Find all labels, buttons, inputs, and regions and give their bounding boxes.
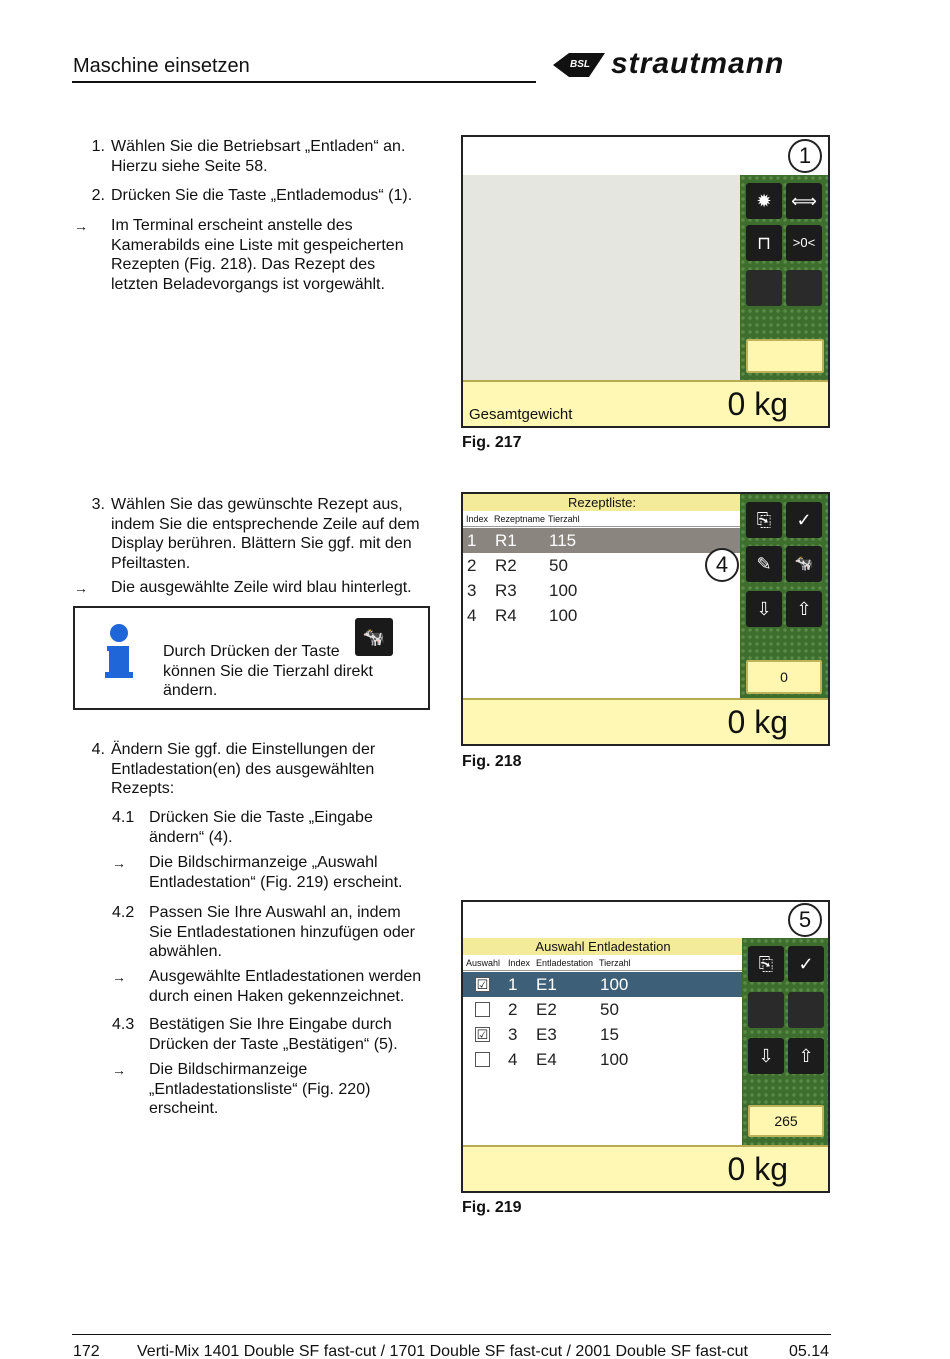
station-row[interactable] [463, 972, 743, 997]
col-animal-count: Tierzahl [599, 958, 631, 968]
confirm-check-icon[interactable]: ✓ [786, 502, 822, 538]
step-line: Passen Sie Ihre Auswahl an, indem [149, 904, 401, 921]
animal-count-field[interactable]: 0 [746, 660, 822, 694]
result-arrow-icon: → [112, 969, 126, 985]
top-bar [463, 902, 828, 938]
row-index: 2 [508, 1000, 518, 1019]
col-select: Auswahl [466, 958, 501, 968]
row-name: R3 [495, 581, 517, 600]
top-bar [463, 137, 828, 175]
total-weight-bar [463, 698, 828, 744]
recipe-row[interactable] [463, 603, 741, 628]
terminal-screen-fig217 [461, 135, 830, 428]
logo-wordmark: strautmann [611, 47, 785, 80]
empty-key[interactable] [788, 992, 824, 1028]
settings-gear-icon[interactable]: ✹ [746, 183, 782, 219]
recipe-list-title: Rezeptliste: [463, 494, 741, 511]
yellow-field[interactable] [746, 339, 824, 373]
logo-badge-text: BSL [570, 59, 590, 70]
row-count: 100 [549, 581, 578, 600]
row-count: 15 [600, 1025, 619, 1044]
step-2-line: Drücken Sie die Taste „Entlademodus“ (1). [111, 187, 413, 204]
row-name: R4 [495, 606, 517, 625]
result-line: letzten Beladevorgangs ist vorgewählt. [111, 275, 385, 293]
row-index: 2 [467, 556, 477, 575]
total-weight-value: 0 kg [727, 386, 788, 422]
result-line: erscheint. [149, 1100, 219, 1117]
station-checkbox[interactable]: ☑ [476, 1027, 489, 1042]
arrow-down-icon[interactable]: ⇩ [748, 1038, 784, 1074]
station-checkbox[interactable]: ☑ [476, 977, 489, 992]
info-box [73, 606, 430, 710]
step-line: Bestätigen Sie Ihre Eingabe durch [149, 1016, 392, 1033]
step-3-line: Wählen Sie das gewünschte Rezept aus, [111, 496, 403, 513]
row-name: R2 [495, 556, 517, 575]
terminal-screen-fig219 [461, 900, 830, 1193]
info-icon [103, 624, 135, 684]
unload-mode-button[interactable]: ⟺ [786, 183, 822, 219]
col-station: Entladestation [536, 958, 594, 968]
total-weight-value: 0 kg [727, 704, 788, 740]
figure-caption: Fig. 219 [462, 1199, 522, 1216]
info-line: können Sie die Tierzahl direkt [163, 662, 373, 680]
row-count: 115 [549, 531, 577, 550]
step-4-line: Rezepts: [111, 780, 175, 797]
result-line: durch einen Haken gekennzeichnet. [149, 987, 405, 1005]
edit-pencil-icon[interactable]: ✎ [746, 546, 782, 582]
step-number: 4.2 [112, 904, 135, 921]
row-count: 100 [549, 606, 578, 625]
step-line: Drücken der Taste „Bestätigen“ (5). [149, 1035, 398, 1053]
confirm-check-icon[interactable]: ✓ [788, 946, 824, 982]
step-1-line: Hierzu siehe Seite 58. [111, 157, 268, 175]
result-line: Kamerabilds eine Liste mit gespeicherten [111, 236, 404, 254]
step-line: Drücken Sie die Taste „Eingabe [149, 809, 373, 826]
result-line: Die Bildschirmanzeige „Auswahl [149, 854, 378, 871]
row-index: 4 [508, 1050, 518, 1069]
empty-key[interactable] [748, 992, 784, 1028]
total-weight-bar [463, 1145, 828, 1191]
step-number: 3. [91, 496, 105, 513]
step-number: 1. [91, 138, 105, 155]
row-count: 50 [600, 1000, 619, 1019]
result-arrow-icon: → [112, 855, 126, 871]
footer-divider [72, 1334, 831, 1335]
result-line: Die Bildschirmanzeige [149, 1061, 308, 1078]
info-line: ändern. [163, 682, 218, 699]
station-list-header [463, 955, 743, 971]
row-index: 1 [508, 975, 518, 994]
page-header-title: Maschine einsetzen [73, 55, 250, 77]
row-index: 4 [467, 606, 477, 625]
info-line: Durch Drücken der Taste [163, 643, 340, 660]
total-weight-value: 0 kg [727, 1151, 788, 1187]
step-line: Sie Entladestationen hinzufügen oder [149, 923, 415, 941]
station-row[interactable] [463, 997, 743, 1022]
callout-5: 5 [788, 903, 822, 937]
step-number: 4.1 [112, 809, 135, 826]
edition-date: 05.14 [789, 1343, 830, 1359]
result-line: Rezepten (Fig. 218). Das Rezept des [111, 256, 376, 273]
result-arrow-icon: → [74, 580, 88, 596]
step-4-line: Entladestation(en) des ausgewählten [111, 760, 375, 778]
row-index: 3 [508, 1025, 518, 1044]
col-animal-count: Tierzahl [548, 514, 580, 524]
col-index: Index [466, 514, 489, 524]
row-station: E2 [536, 1000, 557, 1019]
figure-caption: Fig. 218 [462, 753, 522, 770]
result-line: Ausgewählte Entladestationen werden [149, 968, 422, 985]
row-station: E1 [536, 975, 557, 994]
callout-1: 1 [788, 139, 822, 173]
strautmann-logo [553, 47, 815, 82]
row-station: E4 [536, 1050, 557, 1069]
row-count: 100 [600, 1050, 629, 1069]
total-weight-bar [463, 380, 828, 426]
arrow-up-icon[interactable]: ⇧ [788, 1038, 824, 1074]
tare-icon[interactable]: ⊓ [746, 225, 782, 261]
recipe-row[interactable] [463, 578, 741, 603]
step-1-line: Wählen Sie die Betriebsart „Entladen“ an. [111, 138, 406, 155]
animal-count-field[interactable]: 265 [748, 1105, 824, 1137]
recipe-row[interactable] [463, 528, 741, 553]
step-number: 4. [91, 741, 105, 758]
arrow-down-icon[interactable]: ⇩ [746, 591, 782, 627]
step-3-line: indem Sie die entsprechende Zeile auf dem [111, 515, 420, 533]
result-line: Im Terminal erscheint anstelle des [111, 217, 353, 234]
step-number: 2. [91, 187, 105, 204]
terminal-screen-fig218 [461, 492, 830, 746]
total-weight-label: Gesamtgewicht [469, 406, 573, 423]
station-checkbox[interactable] [475, 1002, 490, 1017]
result-line: „Entladestationsliste“ (Fig. 220) [149, 1080, 371, 1098]
step-3-line: Pfeiltasten. [111, 554, 191, 572]
station-checkbox[interactable] [475, 1052, 490, 1067]
recipe-row[interactable] [463, 553, 741, 578]
cow-key-icon: 🐄 [355, 618, 393, 656]
product-name: Verti-Mix 1401 Double SF fast-cut / 1701 Double SF fast-cut / 2001 Double SF fast-cut [137, 1343, 748, 1359]
step-line: abwählen. [149, 943, 222, 960]
recipe-list-header [463, 511, 741, 527]
step-line: ändern“ (4). [149, 828, 233, 846]
col-index: Index [508, 958, 531, 968]
header-divider [72, 81, 536, 83]
row-name: R1 [495, 531, 517, 550]
station-select-title: Auswahl Entladestation [463, 938, 743, 955]
arrow-up-icon[interactable]: ⇧ [786, 591, 822, 627]
result-arrow-icon: → [112, 1062, 126, 1078]
step-3-line: Display berühren. Blättern Sie ggf. mit den [111, 535, 412, 552]
exit-icon[interactable]: ⎘ [746, 502, 782, 538]
figure-caption: Fig. 217 [462, 434, 522, 451]
step-number: 4.3 [112, 1016, 135, 1033]
empty-key[interactable] [786, 270, 822, 306]
empty-key[interactable] [746, 270, 782, 306]
row-count: 100 [600, 975, 629, 994]
page-number: 172 [73, 1343, 100, 1359]
result-line: Die ausgewählte Zeile wird blau hinterlegt. [111, 579, 412, 596]
row-count: 50 [549, 556, 568, 575]
row-index: 1 [467, 531, 477, 550]
station-row[interactable] [463, 1022, 743, 1047]
row-station: E3 [536, 1025, 557, 1044]
exit-icon[interactable]: ⎘ [748, 946, 784, 982]
callout-4: 4 [705, 548, 739, 582]
zero-button[interactable]: >0< [786, 225, 822, 261]
result-arrow-icon: → [74, 218, 88, 234]
col-recipe-name: Rezeptname [494, 514, 546, 524]
station-row[interactable] [463, 1047, 743, 1072]
step-4-line: Ändern Sie ggf. die Einstellungen der [111, 741, 376, 758]
result-line: Entladestation“ (Fig. 219) erscheint. [149, 873, 403, 891]
row-index: 3 [467, 581, 477, 600]
cow-icon[interactable]: 🐄 [786, 546, 822, 582]
